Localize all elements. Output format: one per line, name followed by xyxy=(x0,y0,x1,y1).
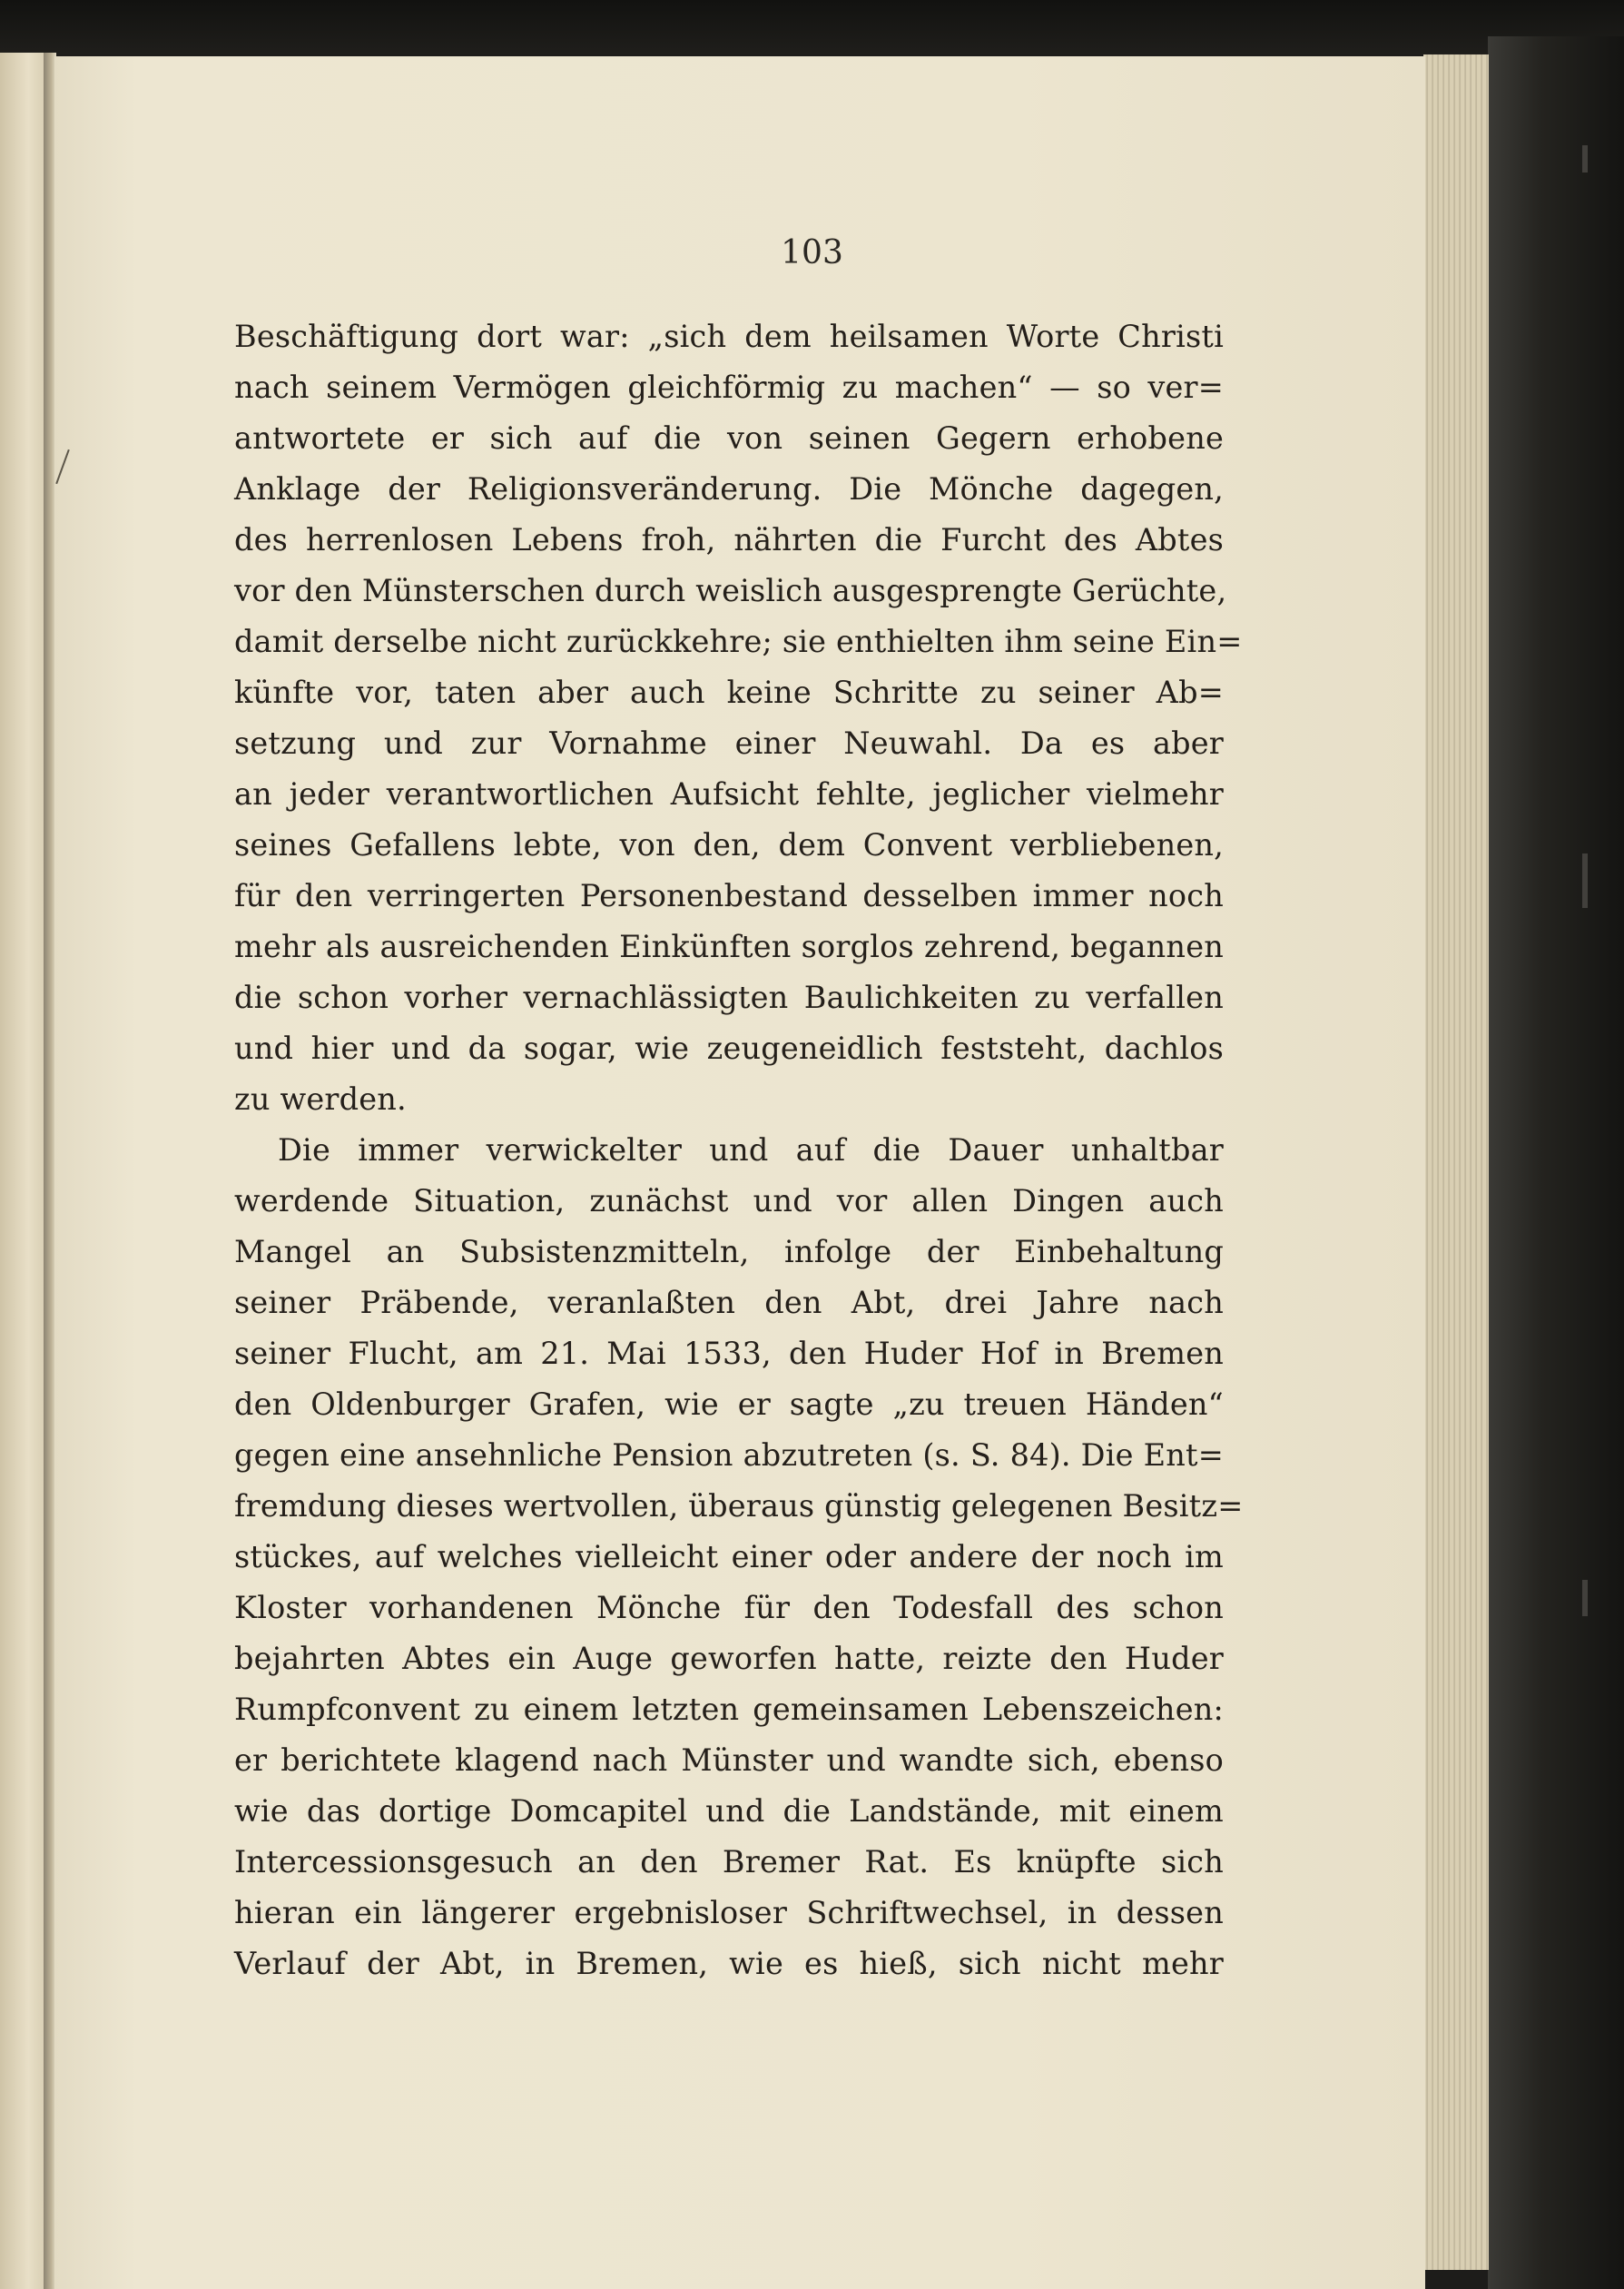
text-line: bejahrten Abtes ein Auge geworfen hatte, reizte den Huder xyxy=(234,1641,1224,1676)
text-line: Intercessionsgesuch an den Bremer Rat. Es knüpfte sich xyxy=(234,1844,1224,1880)
book-cover-edge xyxy=(1488,36,1624,2289)
text-line: wie das dortige Domcapitel und die Landstände, mit einem xyxy=(234,1793,1224,1829)
text-line: Mangel an Subsistenzmitteln, infolge der Einbehaltung xyxy=(234,1234,1224,1269)
facing-page-edge xyxy=(0,53,47,2289)
text-line: an jeder verantwortlichen Aufsicht fehlte, jeglicher vielmehr xyxy=(234,776,1224,812)
cover-wear-mark xyxy=(1582,853,1588,908)
text-line: Verlauf der Abt, in Bremen, wie es hieß, sich nicht mehr xyxy=(234,1946,1224,1981)
page-number: 103 xyxy=(781,234,843,271)
text-line: damit derselbe nicht zurückkehre; sie enthielten ihm seine Ein= xyxy=(234,624,1243,659)
text-line: mehr als ausreichenden Einkünften sorglos zehrend, begannen xyxy=(234,929,1224,964)
body-text xyxy=(234,311,1244,1989)
text-line: den Oldenburger Grafen, wie er sagte „zu treuen Händen“ xyxy=(234,1386,1224,1422)
text-line: stückes, auf welches vielleicht einer oder andere der noch im xyxy=(234,1539,1224,1574)
text-line: setzung und zur Vornahme einer Neuwahl. Da es aber xyxy=(234,725,1224,761)
text-line: hieran ein längerer ergebnisloser Schriftwechsel, in dessen xyxy=(234,1895,1224,1930)
page-edges xyxy=(1423,54,1489,2270)
text-line: seiner Präbende, veranlaßten den Abt, drei Jahre nach xyxy=(234,1285,1224,1320)
cover-wear-mark xyxy=(1582,1580,1588,1616)
text-line: Die immer verwickelter und auf die Dauer unhaltbar xyxy=(278,1132,1224,1168)
text-line: für den verringerten Personenbestand desselben immer noch xyxy=(234,878,1224,913)
cover-wear-mark xyxy=(1582,145,1588,173)
text-line: des herrenlosen Lebens froh, nährten die Furcht des Abtes xyxy=(234,522,1224,557)
text-line: nach seinem Vermögen gleichförmig zu machen“ — so ver= xyxy=(234,370,1224,405)
text-line: Beschäftigung dort war: „sich dem heilsamen Worte Christi xyxy=(234,319,1224,354)
text-line: die schon vorher vernachlässigten Baulichkeiten zu verfallen xyxy=(234,980,1224,1015)
text-line: künfte vor, taten aber auch keine Schritte zu seiner Ab= xyxy=(234,675,1224,710)
text-line: und hier und da sogar, wie zeugeneidlich feststeht, dachlos xyxy=(234,1031,1224,1066)
text-line: Anklage der Religionsveränderung. Die Mönche dagegen, xyxy=(234,471,1224,507)
text-line: er berichtete klagend nach Münster und wandte sich, ebenso xyxy=(234,1742,1224,1778)
text-line: fremdung dieses wertvollen, überaus günstig gelegenen Besitz= xyxy=(234,1488,1244,1524)
scan-background-top xyxy=(0,0,1624,54)
text-line: Kloster vorhandenen Mönche für den Todesfall des schon xyxy=(234,1590,1224,1625)
text-line: zu werden. xyxy=(234,1081,407,1117)
text-line: werdende Situation, zunächst und vor allen Dingen auch xyxy=(234,1183,1224,1218)
text-line: vor den Münsterschen durch weislich ausgesprengte Gerüchte, xyxy=(234,573,1227,608)
text-line: Rumpfconvent zu einem letzten gemeinsamen Lebenszeichen: xyxy=(234,1692,1224,1727)
text-line: seiner Flucht, am 21. Mai 1533, den Huder Hof in Bremen xyxy=(234,1336,1224,1371)
text-line: antwortete er sich auf die von seinen Gegern erhobene xyxy=(234,420,1224,456)
text-line: seines Gefallens lebte, von den, dem Convent verbliebenen, xyxy=(234,827,1224,863)
text-line: gegen eine ansehnliche Pension abzutreten (s. S. 84). Die Ent= xyxy=(234,1437,1224,1473)
